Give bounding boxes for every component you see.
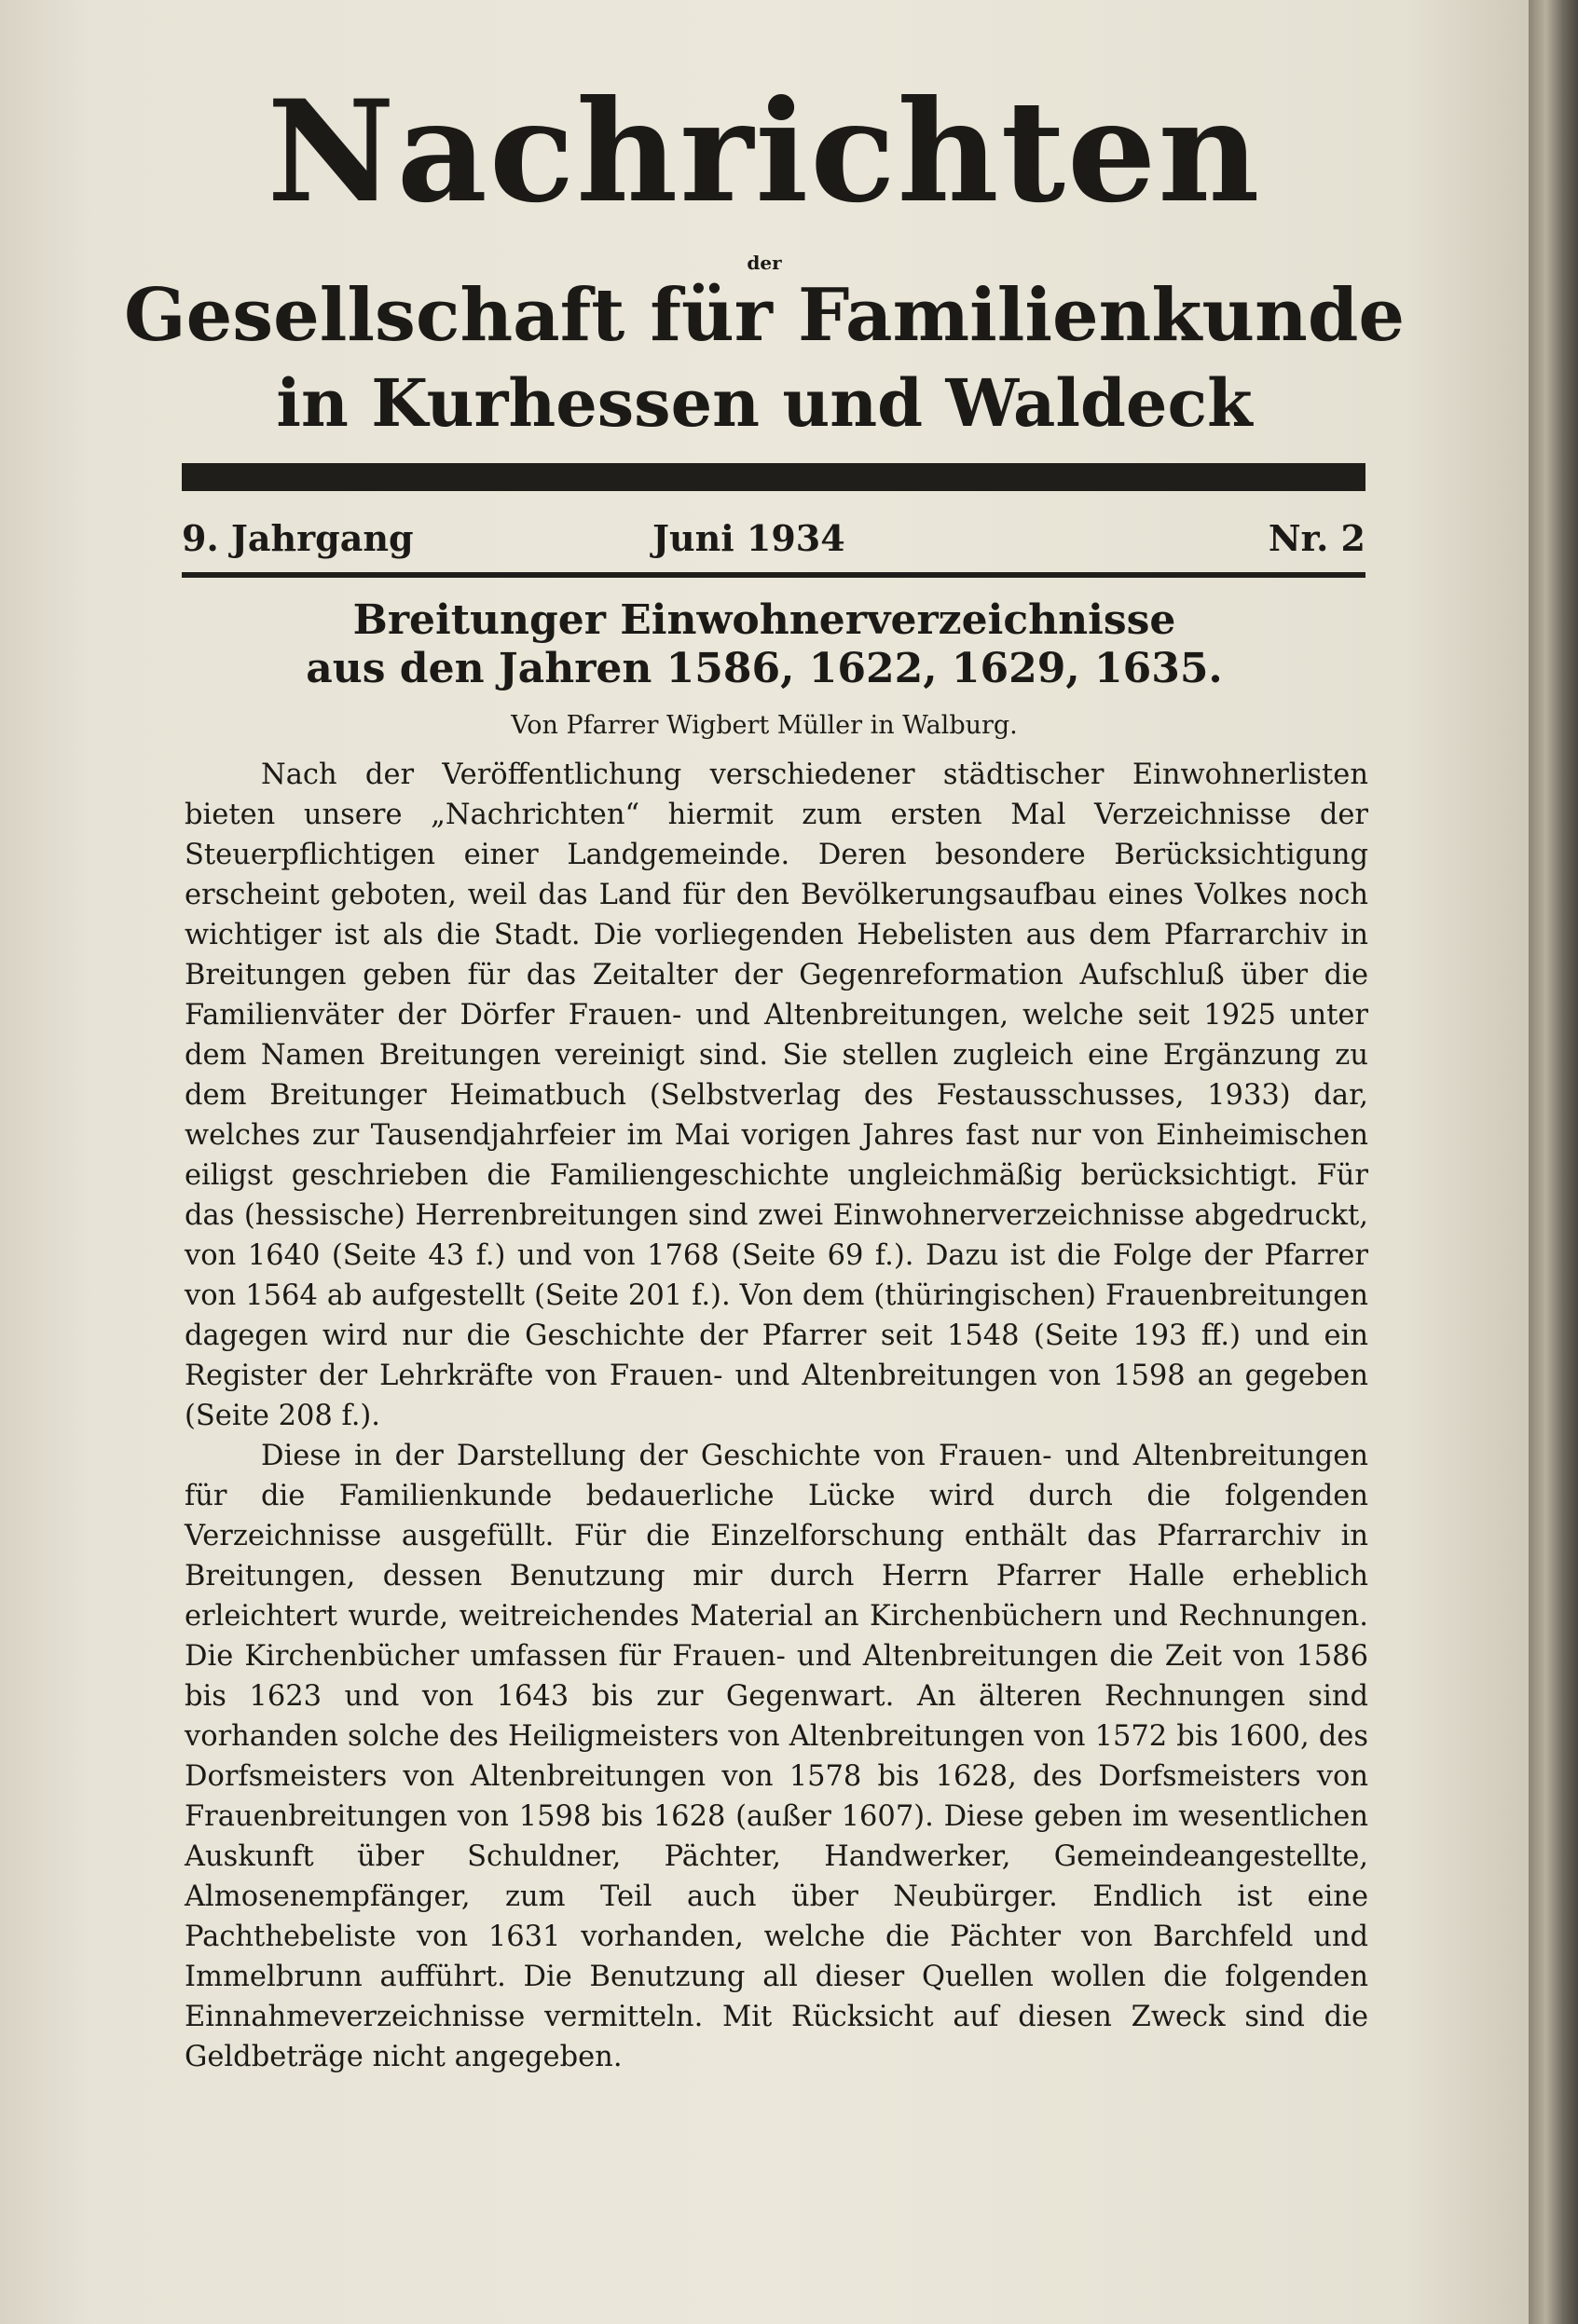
masthead-article-word: der [747,252,782,274]
article-body [185,755,1368,2077]
article-title-line-2: aus den Jahren 1586, 1622, 1629, 1635. [306,645,1223,692]
paragraph-2: Diese in der Darstellung der Geschichte von Frauen- und Altenbreitungen für die Familienkunde bedauerliche Lücke wird durch die folgenden Verzeichnisse ausgefüllt. Für die Einzelforschung enthält das Pfarrarchiv in Breitungen, dessen Benutzung mir durch Herrn Pfarrer Halle erheblich erleichtert wurde, weitreichendes Material an Kirchenbüchern und Rechnungen. Die Kirchenbücher umfassen für Frauen- und Altenbreitungen die Zeit von 1586 bis 1623 und von 1643 bis zur Gegenwart. An älteren Rechnungen sind vorhanden solche des Heiligmeisters von Altenbreitungen von 1572 bis 1600, des Dorfsmeisters von Altenbreitungen von 1578 bis 1628, des Dorfsmeisters von Frauenbreitungen von 1598 bis 1628 (außer 1607). Diese geben im wesentlichen Auskunft über Schuldner, Pächter, Handwerker, Gemeindeangestellte, Almosenempfänger, zum Teil auch über Neubürger. Endlich ist eine Pachthebeliste von 1631 vorhanden, welche die Pächter von Barchfeld und Immelbrunn aufführt. Die Benutzung all dieser Quellen wollen die folgenden Einnahmeverzeichnisse vermitteln. Mit Rücksicht auf diesen Zweck sind die Geldbeträge nicht angegeben. [185,1440,1368,2073]
book-page-edge [1529,0,1578,2324]
issue-number: Nr. 2 [1268,517,1365,559]
masthead-society-name: Gesellschaft für Familienkunde [124,273,1405,358]
issue-year: 9. Jahrgang [182,517,414,559]
paragraph-1: Nach der Veröffentlichung verschiedener städtischer Einwohnerlisten bieten unsere „Nachrichten“ hiermit zum ersten Mal Verzeichnisse der Steuerpflichtigen einer Landgemeinde. Deren besondere Berücksichtigung erscheint geboten, weil das Land für den Bevölkerungsaufbau eines Volkes noch wichtiger ist als die Stadt. Die vorliegenden Hebelisten aus dem Pfarrarchiv in Breitungen geben für das Zeitalter der Gegenreformation Aufschluß über die Familienväter der Dörfer Frauen- und Altenbreitungen, welche seit 1925 unter dem Namen Breitungen vereinigt sind. Sie stellen zugleich eine Ergänzung zu dem Breitunger Heimatbuch (Selbstverlag des Festausschusses, 1933) dar, welches zur Tausendjahrfeier im Mai vorigen Jahres fast nur von Einheimischen eiligst geschrieben die Familiengeschichte ungleichmäßig berücksichtigt. Für das (hessische) Herrenbreitungen sind zwei Einwohnerverzeichnisse abgedruckt, von 1640 (Seite 43 f.) und von 1768 (Seite 69 f.). Dazu ist die Folge der Pfarrer von 1564 ab aufgestellt (Seite 201 f.). Von dem (thüringischen) Frauenbreitungen dagegen wird nur die Geschichte der Pfarrer seit 1548 (Seite 193 ff.) und ein Register der Lehrkräfte von Frauen- und Altenbreitungen von 1598 an gegeben (Seite 208 f.). [185,759,1368,1432]
article-author: Von Pfarrer Wigbert Müller in Walburg. [511,711,1018,740]
article-title-line-1: Breitunger Einwohnerverzeichnisse [352,596,1176,644]
masthead-region: in Kurhessen und Waldeck [276,364,1253,442]
issue-divider [182,572,1365,578]
issue-info-row [182,515,1365,562]
issue-date: Juni 1934 [652,517,845,559]
article-title [0,596,1529,693]
masthead-divider [182,463,1365,491]
masthead-title: Nachrichten [267,70,1262,234]
